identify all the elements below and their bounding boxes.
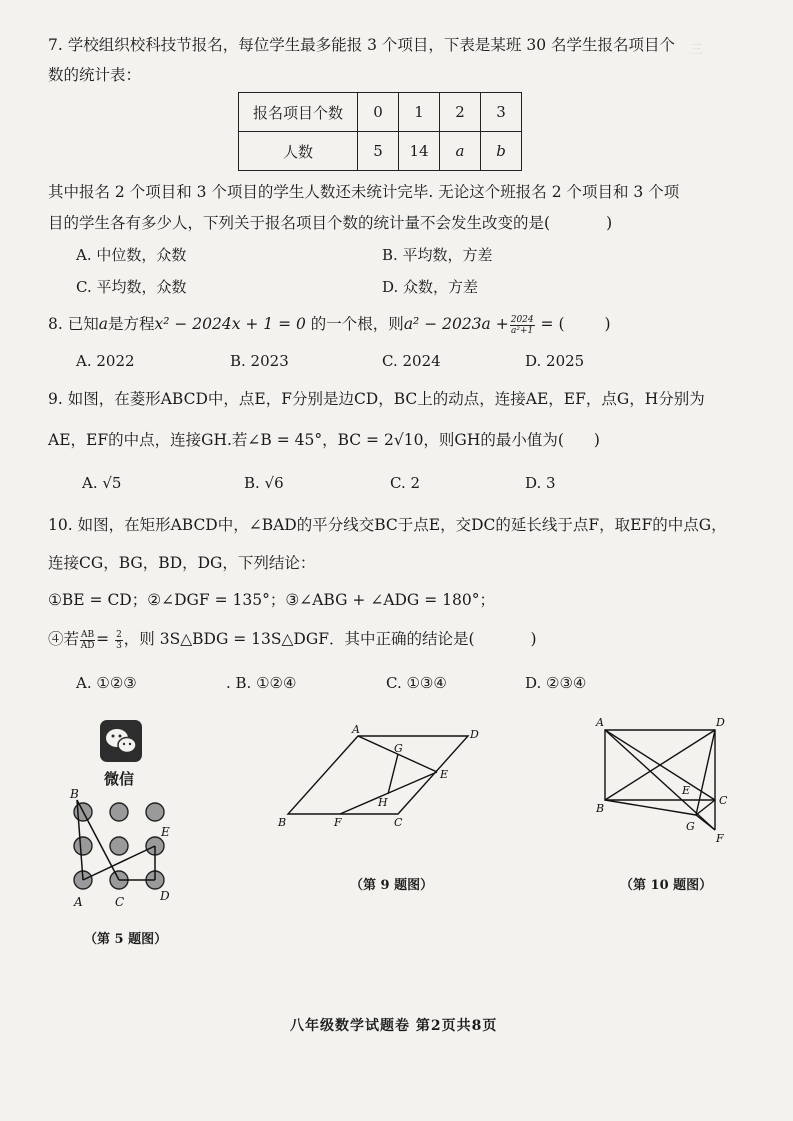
q7-option-a: A. 中位数，众数 xyxy=(76,246,187,264)
page-footer: 八年级数学试题卷 第2页共8页 xyxy=(290,1018,498,1034)
q8-text xyxy=(48,313,611,336)
q8-option-b: B. 2023 xyxy=(230,352,289,370)
grid-dot xyxy=(110,803,128,821)
q10-text-line3: ①BE = CD；②∠DGF = 135°；③∠ABG + ∠ADG = 180°； xyxy=(48,591,495,609)
q7-text-line4 xyxy=(48,212,612,234)
q10-text-line1: 10. 如图，在矩形ABCD中，∠BAD的平分线交BC于点E，交DC的延长线于点F，取EF的中点G， xyxy=(48,516,727,534)
q7-option-c: C. 平均数，众数 xyxy=(76,278,187,296)
point-label-c: C xyxy=(719,794,728,807)
q8-expression: a² − 2023a + xyxy=(403,315,509,333)
table-cell: 0 xyxy=(358,93,399,132)
q9-option-c: C. 2 xyxy=(390,474,421,492)
q7-stats-table xyxy=(238,92,522,171)
q9-text-line2 xyxy=(48,429,600,451)
point-label-c: C xyxy=(394,816,403,829)
q9-question-stem: AE，EF的中点，连接GH.若∠B = 45°，BC = 2√10，则GH的最小值为( xyxy=(48,431,564,449)
point-label-a: A xyxy=(596,716,604,729)
q8-option-c: C. 2024 xyxy=(382,352,441,370)
q10-fraction-ab-ad xyxy=(80,630,95,651)
point-label-e: E xyxy=(161,825,170,839)
point-label-e: E xyxy=(682,784,691,797)
table-cell: a xyxy=(440,132,481,171)
figure-10-caption: （第 10 题图） xyxy=(620,878,713,893)
q10-option-b: . B. ①②④ xyxy=(226,674,297,692)
q10-prefix: ④若 xyxy=(48,630,80,648)
point-label-g: G xyxy=(686,820,695,833)
wechat-label: 微信 xyxy=(104,770,135,788)
q8-mid2: 的一个根，则 xyxy=(305,315,404,333)
fraction-numerator: AB xyxy=(81,629,95,640)
point-label-e: E xyxy=(440,768,449,781)
q9-option-d: D. 3 xyxy=(525,474,556,492)
q8-mid1: 是方程 xyxy=(107,315,155,333)
table-row xyxy=(239,132,522,171)
table-cell: b xyxy=(481,132,522,171)
table-row-label: 人数 xyxy=(239,132,358,171)
point-label-d: D xyxy=(470,728,479,741)
table-head-label: 报名项目个数 xyxy=(239,93,358,132)
point-label-d: D xyxy=(716,716,725,729)
table-cell: 2 xyxy=(440,93,481,132)
q7-option-d: D. 众数，方差 xyxy=(382,278,479,296)
answer-paren: ) xyxy=(593,431,600,449)
q8-var-a: a xyxy=(98,315,108,333)
grid-dot xyxy=(146,803,164,821)
q10-text-line2: 连接CG，BG，BD，DG，下列结论： xyxy=(48,554,316,572)
segment-gf xyxy=(696,815,715,830)
q7-option-b: B. 平均数，方差 xyxy=(382,246,493,264)
table-cell: 1 xyxy=(399,93,440,132)
q10-text-line4 xyxy=(48,628,537,651)
q8-prefix: 8. 已知 xyxy=(48,315,99,333)
segment-af xyxy=(605,730,715,830)
q10-option-d: D. ②③④ xyxy=(525,674,587,692)
table-row xyxy=(239,93,522,132)
point-label-b: B xyxy=(596,802,605,815)
point-label-c: C xyxy=(115,895,125,909)
point-label-h: H xyxy=(378,796,388,809)
q10-fraction-2-3 xyxy=(115,630,123,651)
q9-text-line1: 9. 如图，在菱形ABCD中，点E，F分别是边CD，BC上的动点，连接AE，EF，点G，H分别为 xyxy=(48,390,705,408)
q8-option-a: A. 2022 xyxy=(76,352,135,370)
figure-9-caption: （第 9 题图） xyxy=(350,878,434,893)
q7-text-line3: 其中报名 2 个项目和 3 个项目的学生人数还未统计完毕. 无论这个班报名 2 个项目和 3 个项 xyxy=(48,183,680,201)
point-label-b: B xyxy=(70,787,79,801)
fraction-numerator: 2024 xyxy=(510,314,534,325)
q9-option-a: A. √5 xyxy=(82,474,122,492)
q10-option-c: C. ①③④ xyxy=(386,674,447,692)
answer-paren: ) xyxy=(606,214,613,232)
point-label-a: A xyxy=(74,895,83,909)
wechat-logo-icon xyxy=(100,720,142,762)
fraction-numerator: 2 xyxy=(116,629,122,640)
answer-paren: ) xyxy=(530,630,537,648)
point-label-b: B xyxy=(278,816,287,829)
bleed-through-text: 三 xyxy=(690,42,703,56)
q8-suffix: = ( xyxy=(535,315,565,333)
q9-option-b: B. √6 xyxy=(244,474,284,492)
segment-gh xyxy=(388,754,398,794)
q7-text-line2: 数的统计表： xyxy=(48,66,142,84)
point-label-f: F xyxy=(334,816,342,829)
grid-dot xyxy=(74,837,92,855)
q10-conclusion-text: ，则 3S△BDG = 13S△DGF．其中正确的结论是( xyxy=(123,630,475,648)
table-cell: 3 xyxy=(481,93,522,132)
q8-option-d: D. 2025 xyxy=(525,352,585,370)
figure-5-dot-grid xyxy=(60,782,190,912)
grid-dot xyxy=(110,837,128,855)
q7-question-stem: 目的学生各有多少人，下列关于报名项目个数的统计量不会发生改变的是( xyxy=(48,214,551,232)
fraction-denominator: a²+1 xyxy=(511,325,534,336)
figure-5-caption: （第 5 题图） xyxy=(84,932,168,947)
point-label-a: A xyxy=(352,723,360,736)
point-label-f: F xyxy=(716,832,724,844)
figure-10-rectangle xyxy=(590,712,740,844)
point-label-d: D xyxy=(160,889,170,903)
fraction-denominator: AD xyxy=(80,640,95,651)
q8-equation: x² − 2024x + 1 = 0 xyxy=(154,315,306,333)
fraction-denominator: 3 xyxy=(116,640,122,651)
q7-text-line1: 7. 学校组织校科技节报名，每位学生最多能报 3 个项目，下表是某班 30 名学生报名项目个 xyxy=(48,36,676,54)
table-cell: 5 xyxy=(358,132,399,171)
figure-9-rhombus xyxy=(270,722,490,832)
q10-equals: = xyxy=(96,630,115,648)
q8-fraction xyxy=(510,315,535,336)
q10-option-a: A. ①②③ xyxy=(76,674,137,692)
table-cell: 14 xyxy=(399,132,440,171)
answer-paren: ) xyxy=(604,315,611,333)
point-label-g: G xyxy=(394,742,403,755)
segment-bg xyxy=(605,800,696,815)
